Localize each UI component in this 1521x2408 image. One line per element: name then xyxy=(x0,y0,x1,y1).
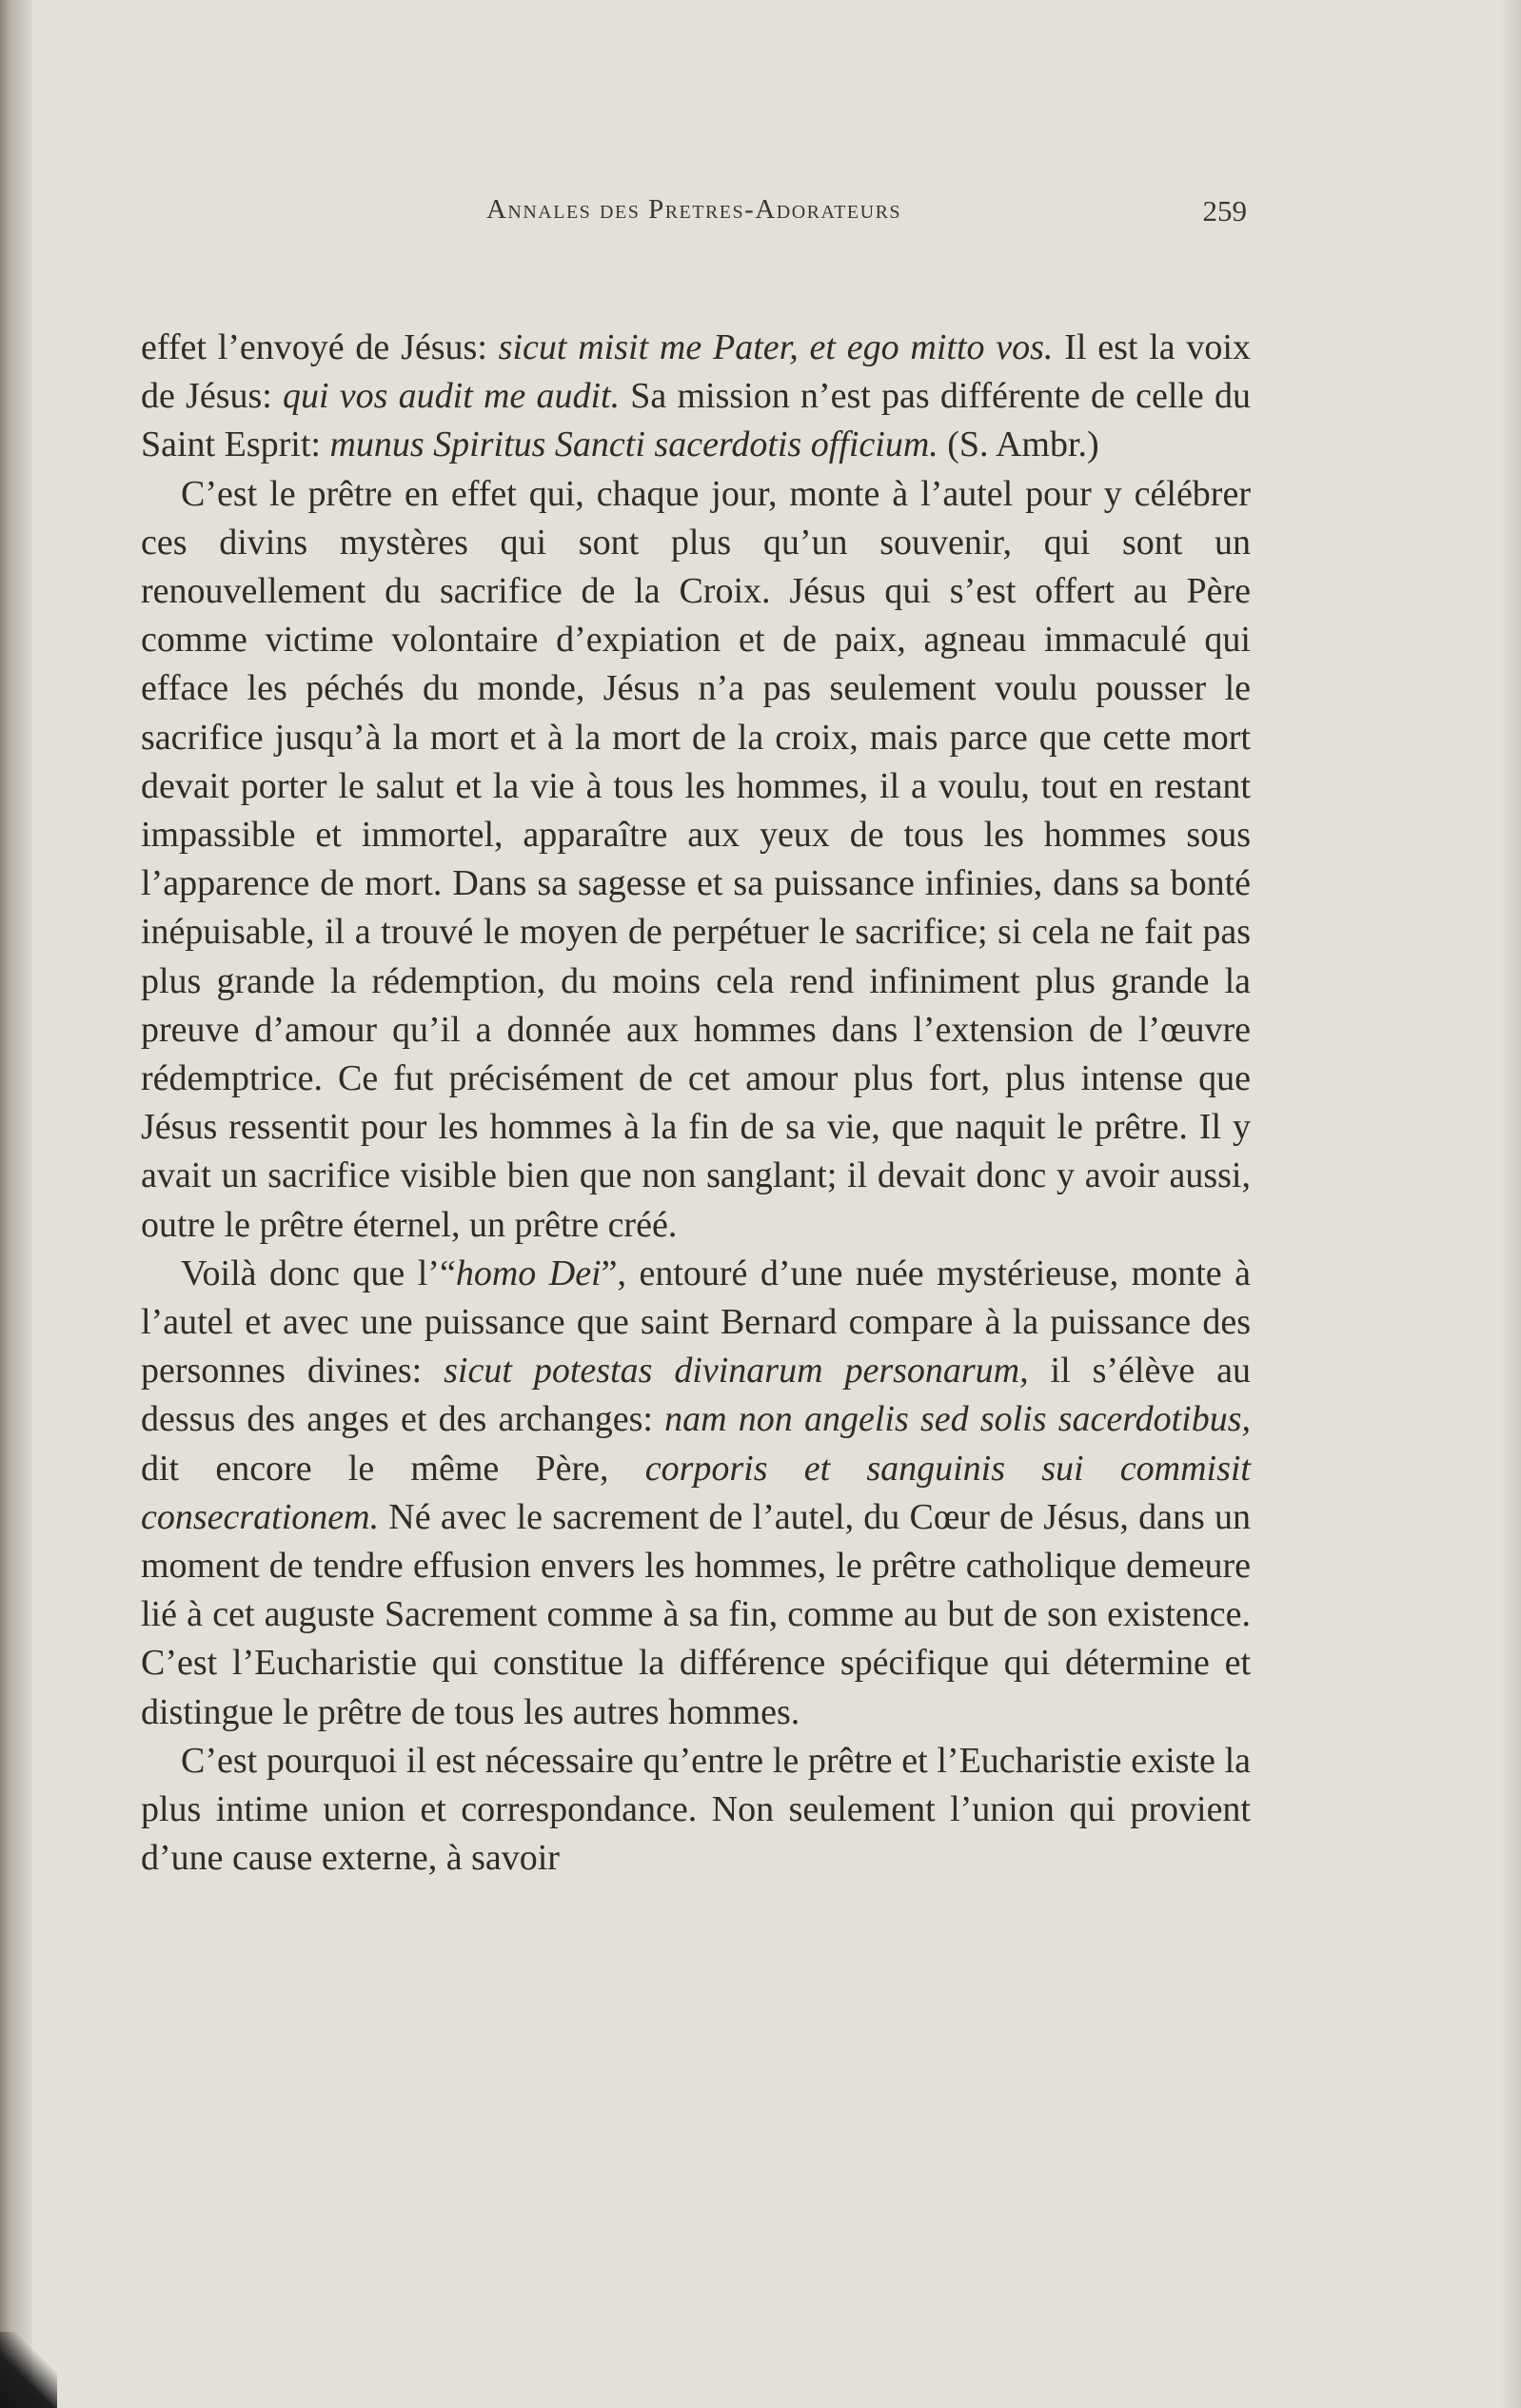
running-title: Annales des Pretres-Adorateurs xyxy=(485,194,902,225)
text-segment: Voilà donc que l’“ xyxy=(181,1253,456,1293)
latin-quote: sicut potestas divinarum personarum, xyxy=(444,1351,1029,1392)
text-segment: C’est le prêtre en effet qui, chaque jour, monte à l’autel pour y célébrer ces divins mystères qui sont plus qu’un souvenir, qui sont un renouvellement du sacrifice de la Croix. Jésus qui s’est offert au Père comme victime volontaire d’expiation et de paix, agneau immaculé qui efface les péchés du monde, Jésus n’a pas seulement voulu pousser le sacrifice jusqu’à la mort et à la mort de la croix, mais parce que cette mort devait porter le salut et la vie à tous les hommes, il a voulu, tout en restant impassible et immortel, apparaître aux yeux de tous les hommes sous l’apparence de mort. Dans sa sagesse et sa puissance infinies, dans sa bonté inépuisable, il a trouvé le moyen de perpétuer le sacrifice; si cela ne fait pas plus grande la rédemption, du moins cela rend infiniment plus grande la preuve d’amour qu’il a donnée aux hommes dans l’extension de l’œuvre rédemptrice. Ce fut précisément de cet amour plus fort, plus intense que Jésus ressentit pour les hommes à la fin de sa vie, que naquit le prêtre. Il y avait un sacrifice visible bien que non sanglant; il devait donc y avoir aussi, outre le prêtre éternel, un prêtre créé. xyxy=(141,473,1251,1245)
text-segment: ”, entouré d’une nuée mystérieuse, monte à l’autel et avec une puissance que saint Bernard compare à la puissance des personnes divines: xyxy=(141,1253,1251,1392)
latin-quote: sicut misit me Pater, et ego mitto vos. xyxy=(498,327,1054,367)
body-text xyxy=(141,324,1251,1884)
paragraph-3 xyxy=(141,1250,1251,1737)
page-number: 259 xyxy=(1202,194,1247,227)
scan-corner xyxy=(0,2332,57,2408)
text-segment: effet l’envoyé de Jésus: xyxy=(141,327,499,367)
text-segment: Né avec le sacrement de l’autel, du Cœur de Jésus, dans un moment de tendre effusion envers les hommes, le prêtre catholique demeure lié à cet auguste Sacrement comme à sa fin, comme au but de son existence. C’est l’Eucharistie qui constitue la différence spécifique qui détermine et distingue le prêtre de tous les autres hommes. xyxy=(141,1496,1251,1732)
text-segment: dit encore le même Père, xyxy=(141,1448,645,1489)
running-head xyxy=(141,194,1247,232)
latin-quote: homo Dei xyxy=(455,1253,602,1293)
paragraph-2 xyxy=(141,470,1251,1250)
latin-quote: corporis et sanguinis sui commisit consecrationem. xyxy=(141,1448,1251,1537)
page-edge xyxy=(1500,0,1521,2408)
paragraph-1 xyxy=(141,324,1251,470)
text-segment: il s’élève au dessus des anges et des archanges: xyxy=(141,1351,1251,1440)
page-gutter-shadow xyxy=(0,0,32,2408)
text-segment: Il est la voix de Jésus: xyxy=(141,327,1251,417)
text-segment: Sa mission n’est pas différente de celle du Saint Esprit: xyxy=(141,376,1251,465)
text-segment: (S. Ambr.) xyxy=(938,424,1099,465)
paragraph-4 xyxy=(141,1737,1251,1884)
latin-quote: munus Spiritus Sancti sacerdotis officium. xyxy=(329,424,938,465)
text-segment: C’est pourquoi il est nécessaire qu’entre le prêtre et l’Eucharistie existe la plus intime union et correspondance. Non seulement l’union qui provient d’une cause externe, à savoir xyxy=(141,1740,1251,1879)
latin-quote: qui vos audit me audit. xyxy=(283,376,621,417)
latin-quote: nam non angelis sed solis sacerdotibus, xyxy=(664,1399,1252,1440)
